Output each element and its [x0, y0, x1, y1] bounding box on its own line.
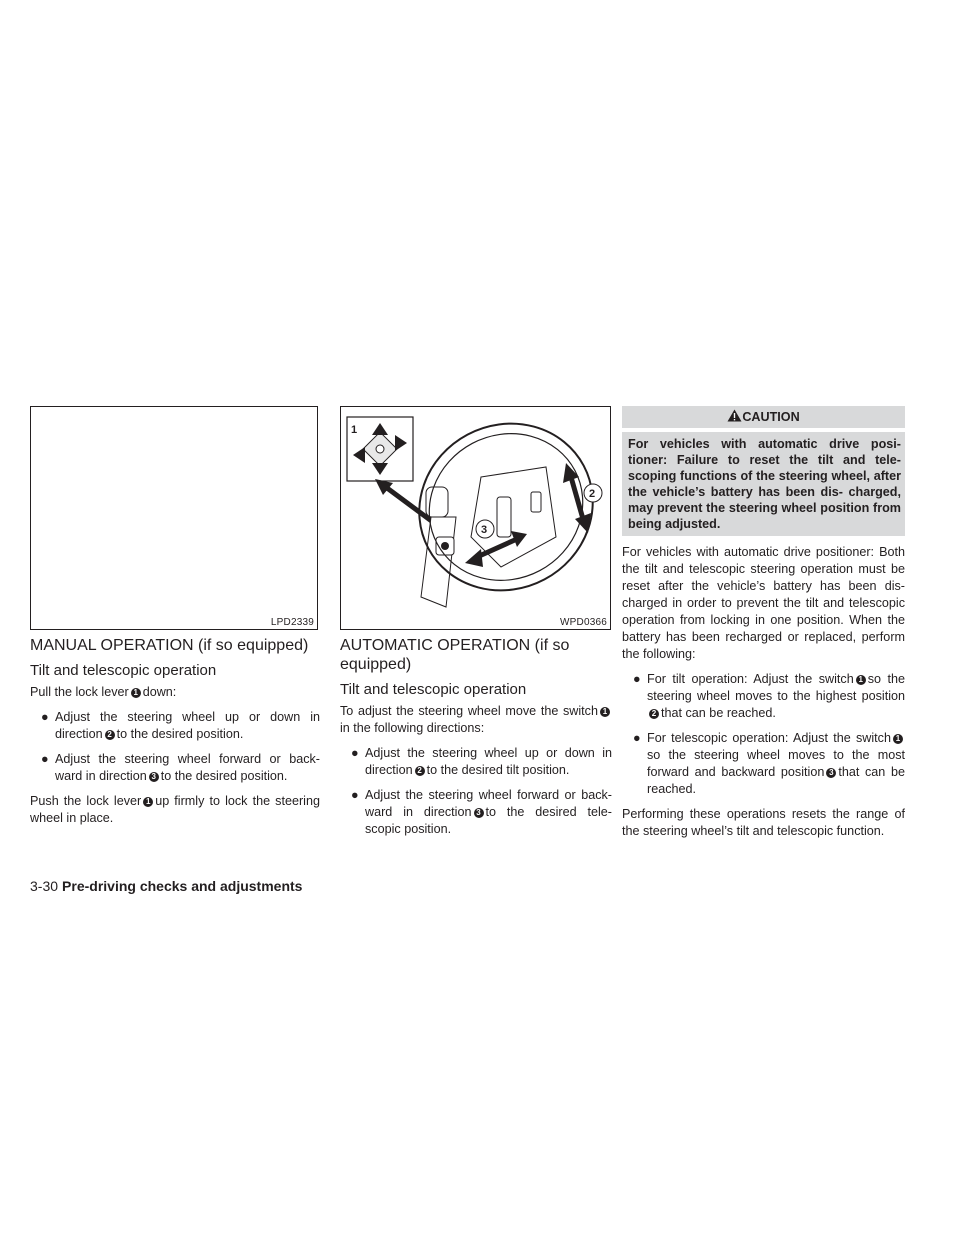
bullet-text: Adjust the steering wheel forward or back- ward in direction: [365, 788, 612, 819]
automatic-subheading: Tilt and telescopic operation: [340, 681, 527, 698]
caution-title: CAUTION: [742, 410, 800, 424]
automatic-intro-text: To adjust the steering wheel move the switch: [340, 704, 598, 718]
automatic-intro-text-2: in the following directions:: [340, 721, 485, 735]
callout-number: 3: [474, 808, 484, 818]
callout-number: 2: [105, 730, 115, 740]
automatic-section: [340, 636, 612, 846]
callout-number: 1: [893, 734, 903, 744]
bullet-text-2: to the desired tele- scopic position.: [365, 805, 613, 836]
callout-number: 3: [826, 768, 836, 778]
right-paragraph-1: For vehicles with automatic drive positioner: Both the tilt and telescopic steering operation must be reset after the vehicle’s battery has been dis- charged in order to prevent the tilt and telescopic operation from locking in one position. When the battery has been recharged or replaced, perform the following:: [622, 545, 905, 661]
warning-icon: [727, 409, 742, 422]
bullet-text-2: to the desired position.: [160, 769, 288, 783]
figure-lpd2339: [30, 406, 318, 630]
caution-body: For vehicles with automatic drive posi- tioner: Failure to reset the tilt and tele- scoping functions of the steering wheel, after the vehicle’s battery has been dis- charged, may prevent the steering wheel position from being adjusted.: [622, 432, 905, 536]
figure-code: LPD2339: [270, 617, 314, 628]
bullet-text: Adjust the steering wheel forward or back- ward in direction: [55, 752, 320, 783]
bullet-text-2: so the steering wheel moves to the highest position: [647, 672, 906, 703]
list-item: ● For telescopic operation: Adjust the switch 1so the steering wheel moves to the most forward and backward position 3 that can be reached.: [633, 731, 905, 796]
callout-1: 1: [351, 424, 358, 436]
manual-subheading: Tilt and telescopic operation: [30, 662, 217, 679]
manual-outro-text-2: up firmly to lock the steering wheel in place.: [30, 794, 320, 825]
list-item: ● Adjust the steering wheel up or down in direction 2 to the desired tilt position.: [351, 746, 612, 777]
right-column: [622, 406, 905, 848]
list-item: ● For tilt operation: Adjust the switch 1 so the steering wheel moves to the highest position2 that can be reached.: [633, 672, 906, 720]
bullet-text-2: so the steering wheel moves to the most forward and backward position: [647, 748, 905, 779]
callout-number: 1: [856, 675, 866, 685]
page-footer: [30, 878, 302, 894]
bullet-text: For tilt operation: Adjust the switch: [647, 672, 854, 686]
automatic-bullets: [340, 745, 612, 838]
right-paragraph-2: Performing these operations resets the range of the steering wheel’s tilt and telescopic function.: [622, 807, 905, 838]
callout-number: 1: [143, 797, 153, 807]
automatic-heading: AUTOMATIC OPERATION (if so equipped): [340, 637, 570, 673]
bullet-text: For telescopic operation: Adjust the switch: [647, 731, 891, 745]
manual-intro-text: Pull the lock lever: [30, 685, 129, 699]
manual-outro: [30, 793, 320, 827]
manual-heading: MANUAL OPERATION (if so equipped): [30, 637, 309, 654]
callout-number: 1: [131, 688, 141, 698]
bullet-text-2: to the desired tilt position.: [426, 763, 570, 777]
bullet-text-3: that can be reached.: [661, 706, 776, 720]
automatic-intro: [340, 703, 612, 737]
callout-number: 2: [649, 709, 659, 719]
callout-number: 3: [149, 772, 159, 782]
callout-3: 3: [481, 524, 488, 536]
callout-number: 2: [415, 766, 425, 776]
steering-wheel-illustration: [341, 407, 610, 629]
caution-header: [622, 406, 905, 428]
bullet-text-2: to the desired position.: [116, 727, 244, 741]
bullet-text: Adjust the steering wheel up or down in direction: [55, 710, 320, 741]
callout-number: 1: [600, 707, 610, 717]
page-number: 3-30: [30, 878, 59, 894]
right-bullets: [622, 671, 905, 798]
figure-wpd0366: [340, 406, 611, 630]
manual-outro-text: Push the lock lever: [30, 794, 142, 808]
list-item: ● Adjust the steering wheel up or down in direction 2 to the desired position.: [41, 710, 320, 741]
callout-2: 2: [589, 488, 596, 500]
figure-code: WPD0366: [560, 617, 607, 628]
list-item: ● Adjust the steering wheel forward or back- ward in direction 3 to the desired position.: [41, 752, 320, 783]
manual-bullets: [30, 709, 320, 785]
bullet-text: Adjust the steering wheel up or down in direction: [365, 746, 612, 777]
bullet-text-3: that can be reached.: [647, 765, 905, 796]
manual-intro-text-2: down:: [142, 685, 177, 699]
manual-section: [30, 636, 320, 835]
manual-intro: [30, 684, 320, 701]
section-title: Pre-driving checks and adjustments: [62, 878, 303, 894]
list-item: ● Adjust the steering wheel forward or back- ward in direction 3 to the desired tele- scopic position.: [351, 788, 613, 836]
